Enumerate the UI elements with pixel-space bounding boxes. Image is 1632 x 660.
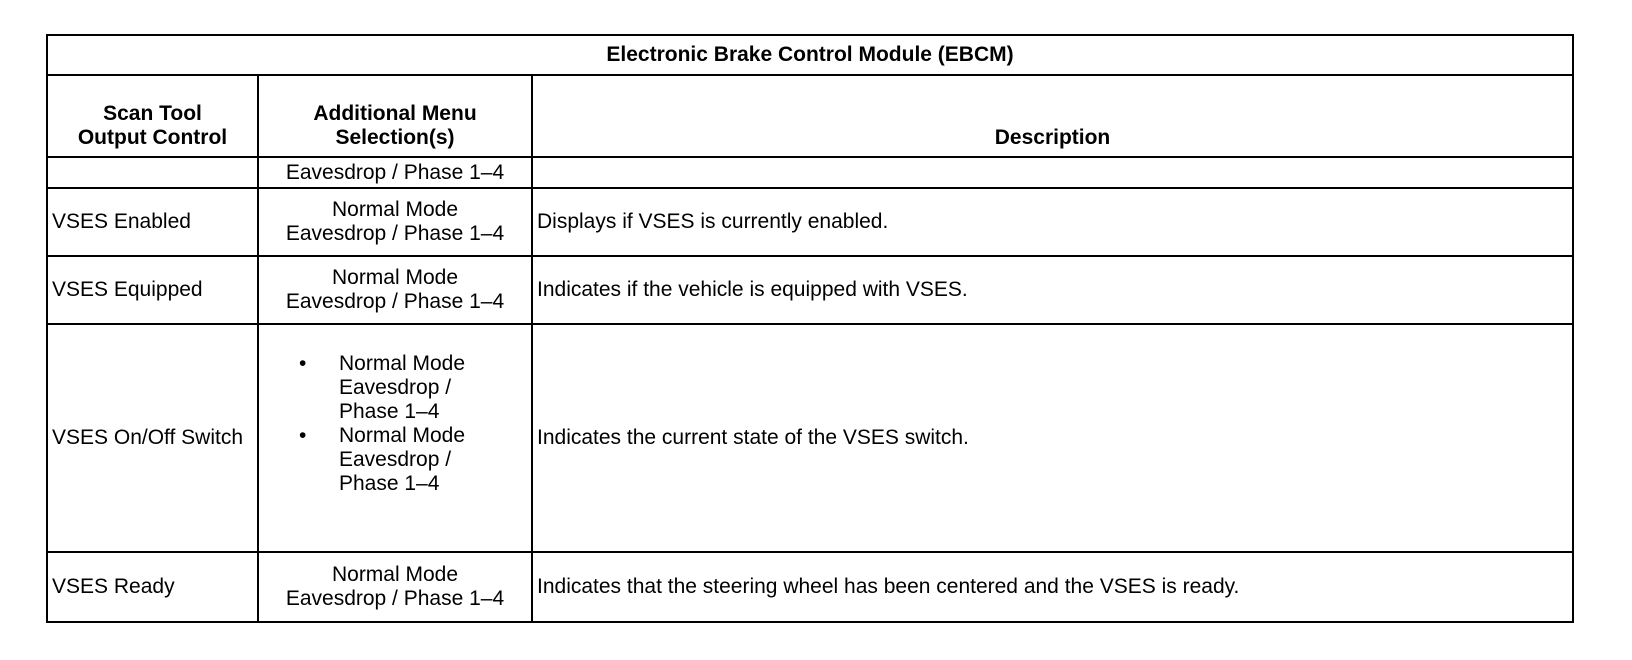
- header-menu-line-2: Selection(s): [335, 126, 455, 149]
- menu-bullet-text: Normal Mode Eavesdrop / Phase 1–4: [339, 352, 466, 423]
- table-title-row: [47, 35, 1573, 75]
- menu-bullet-text: Normal Mode Eavesdrop / Phase 1–4: [339, 424, 466, 495]
- cell-scan-tool: VSES Enabled: [47, 188, 258, 256]
- list-item: [287, 424, 497, 496]
- cell-menu-selection: [258, 157, 532, 188]
- header-tool-line-2: Output Control: [77, 126, 228, 149]
- table-row: [47, 552, 1573, 622]
- header-menu-line-1: Additional Menu: [313, 102, 477, 125]
- cell-description: Displays if VSES is currently enabled.: [532, 188, 1573, 256]
- table-row: [47, 324, 1573, 552]
- header-scan-tool-output-control: [47, 75, 258, 157]
- cell-description: Indicates if the vehicle is equipped with VSES.: [532, 256, 1573, 324]
- menu-line: Normal Mode: [331, 266, 459, 289]
- list-item: [287, 352, 497, 424]
- bullet-icon: •: [299, 352, 307, 375]
- cell-scan-tool: VSES On/Off Switch: [47, 324, 258, 552]
- menu-line: Eavesdrop / Phase 1–4: [285, 222, 505, 245]
- header-tool-line-1: Scan Tool: [103, 102, 202, 125]
- menu-line: Eavesdrop / Phase 1–4: [285, 587, 505, 610]
- cell-scan-tool: VSES Equipped: [47, 256, 258, 324]
- cell-menu-selection: [258, 552, 532, 622]
- cell-description: Indicates the current state of the VSES switch.: [532, 324, 1573, 552]
- cell-description: Indicates that the steering wheel has been centered and the VSES is ready.: [532, 552, 1573, 622]
- cell-scan-tool: [47, 157, 258, 188]
- header-additional-menu-selections: [258, 75, 532, 157]
- cell-menu-selection: [258, 324, 532, 552]
- menu-line: Eavesdrop / Phase 1–4: [285, 290, 505, 313]
- bullet-icon: •: [299, 424, 307, 447]
- table-title: Electronic Brake Control Module (EBCM): [47, 35, 1573, 75]
- menu-line: Eavesdrop / Phase 1–4: [285, 160, 505, 184]
- menu-line: Normal Mode: [331, 198, 459, 221]
- cell-menu-selection: [258, 256, 532, 324]
- ebcm-table: [46, 34, 1574, 623]
- menu-bullet-list: [287, 352, 497, 496]
- table-row: [47, 256, 1573, 324]
- table-header-row: [47, 75, 1573, 157]
- cell-menu-selection: [258, 188, 532, 256]
- cell-description: [532, 157, 1573, 188]
- table-row: [47, 157, 1573, 188]
- cell-scan-tool: VSES Ready: [47, 552, 258, 622]
- table-row: [47, 188, 1573, 256]
- menu-line: Normal Mode: [331, 563, 459, 586]
- header-description: Description: [532, 75, 1573, 157]
